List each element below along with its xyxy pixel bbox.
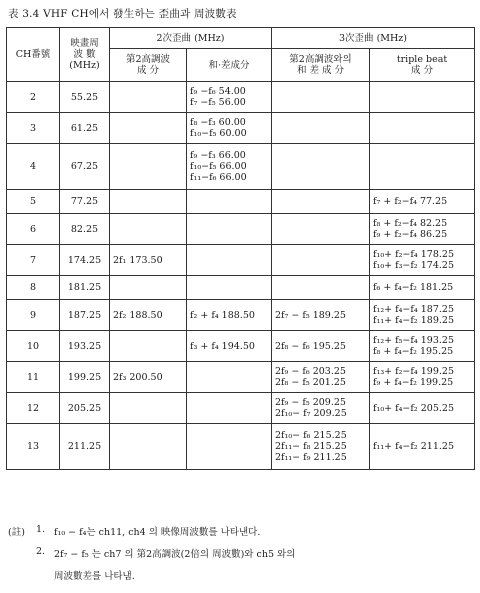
table-row xyxy=(7,190,475,214)
distortion-entry: f₈ −f₃ 60.00 xyxy=(190,117,246,128)
distortion-entry: f₇ + f₂−f₄ 77.25 xyxy=(373,196,448,207)
cell-sum-difference xyxy=(187,113,272,144)
cell-harmonic-sum-difference xyxy=(272,424,370,470)
footnote-number: 2. xyxy=(36,546,46,557)
table-row xyxy=(7,214,475,245)
distortion-entry: 2f₁₁− f₈ 215.25 xyxy=(275,441,347,452)
cell-channel: 6 xyxy=(7,214,60,245)
cell-video-frequency: 211.25 xyxy=(60,424,110,470)
cell-triple-beat xyxy=(370,144,475,190)
cell-second-harmonic xyxy=(110,144,187,190)
cell-video-frequency: 174.25 xyxy=(60,245,110,276)
distortion-entry: 2f₇ − f₅ 189.25 xyxy=(275,309,346,321)
footnote-text: 周波數差를 나타냄. xyxy=(54,571,135,582)
cell-channel: 7 xyxy=(7,245,60,276)
cell-sum-difference xyxy=(187,276,272,300)
cell-triple-beat xyxy=(370,362,475,393)
cell-channel: 11 xyxy=(7,362,60,393)
cell-harmonic-sum-difference xyxy=(272,362,370,393)
cell-video-frequency: 67.25 xyxy=(60,144,110,190)
distortion-entry: f₁₂+ f₄−f₄ 187.25 xyxy=(373,304,454,315)
distortion-entry: f₇ −f₅ 56.00 xyxy=(190,97,246,108)
cell-video-frequency: 77.25 xyxy=(60,190,110,214)
header-second-harmonic: 第2高調波 成 分 xyxy=(110,49,187,82)
cell-sum-difference xyxy=(187,82,272,113)
cell-video-frequency: 193.25 xyxy=(60,331,110,362)
cell-harmonic-sum-difference xyxy=(272,393,370,424)
distortion-entry: f₉ + f₄−f₂ 199.25 xyxy=(373,377,454,388)
distortion-entry: f₈ + f₄−f₂ 195.25 xyxy=(373,346,454,357)
distortion-entry: f₁₁+ f₄−f₂ 189.25 xyxy=(373,315,454,326)
header-triple-beat: triple beat 成 分 xyxy=(370,49,475,82)
header-row-1 xyxy=(7,28,475,49)
cell-sum-difference xyxy=(187,331,272,362)
table-row xyxy=(7,362,475,393)
distortion-entry: 2f₉ − f₅ 209.25 xyxy=(275,397,346,408)
cell-video-frequency: 181.25 xyxy=(60,276,110,300)
cell-triple-beat xyxy=(370,245,475,276)
cell-video-frequency: 55.25 xyxy=(60,82,110,113)
cell-channel: 13 xyxy=(7,424,60,470)
footnote-text: f₁₀ − f₄는 ch11, ch4 의 映像周波數를 나타낸다. xyxy=(54,527,261,538)
distortion-entry: f₁₀−f₅ 60.00 xyxy=(190,128,247,139)
cell-video-frequency: 205.25 xyxy=(60,393,110,424)
cell-harmonic-sum-difference xyxy=(272,82,370,113)
cell-channel: 8 xyxy=(7,276,60,300)
cell-triple-beat xyxy=(370,276,475,300)
table-title: 表 3.4 VHF CH에서 發生하는 歪曲과 周波數表 xyxy=(8,8,237,20)
distortion-entry: 2f₃ 200.50 xyxy=(113,371,163,383)
cell-harmonic-sum-difference xyxy=(272,144,370,190)
distortion-entry: f₁₃+ f₂−f₄ 199.25 xyxy=(373,366,454,377)
header-second-order-distortion: 2次歪曲 (MHz) xyxy=(110,28,272,49)
header-video-frequency: 映畫周 波 數 (MHz) xyxy=(60,28,110,82)
distortion-entry: 2f₈ − f₆ 195.25 xyxy=(275,340,346,352)
cell-triple-beat xyxy=(370,424,475,470)
distortion-entry: f₂ + f₄ 188.50 xyxy=(190,309,255,321)
footnote-text: 2f₇ − f₅ 는 ch7 의 第2高調波(2倍의 周波數)와 ch5 와의 xyxy=(54,549,296,560)
cell-sum-difference xyxy=(187,214,272,245)
header-sum-difference: 和·差成分 xyxy=(187,49,272,82)
distortion-entry: f₁₀+ f₃−f₂ 174.25 xyxy=(373,260,454,271)
cell-second-harmonic xyxy=(110,300,187,331)
distortion-entry: f₁₀−f₅ 66.00 xyxy=(190,161,247,172)
cell-second-harmonic xyxy=(110,424,187,470)
cell-channel: 3 xyxy=(7,113,60,144)
table-row xyxy=(7,331,475,362)
cell-triple-beat xyxy=(370,393,475,424)
distortion-entry: 2f₂ 188.50 xyxy=(113,309,163,321)
cell-channel: 2 xyxy=(7,82,60,113)
cell-channel: 12 xyxy=(7,393,60,424)
cell-sum-difference xyxy=(187,393,272,424)
header-harmonic-sum-difference: 第2高調波와의 和 差 成 分 xyxy=(272,49,370,82)
distortion-entry: f₃ + f₄ 194.50 xyxy=(190,340,255,352)
cell-sum-difference xyxy=(187,300,272,331)
distortion-entry: f₉ −f₃ 66.00 xyxy=(190,150,246,161)
cell-harmonic-sum-difference xyxy=(272,190,370,214)
header-third-order-distortion: 3次歪曲 (MHz) xyxy=(272,28,475,49)
cell-harmonic-sum-difference xyxy=(272,245,370,276)
table-row xyxy=(7,113,475,144)
cell-harmonic-sum-difference xyxy=(272,300,370,331)
cell-second-harmonic xyxy=(110,190,187,214)
distortion-entry: 2f₁ 173.50 xyxy=(113,254,163,266)
distortion-entry: 2f₁₁− f₉ 211.25 xyxy=(275,452,347,463)
distortion-entry: f₁₂+ f₅−f₄ 193.25 xyxy=(373,335,454,346)
cell-channel: 9 xyxy=(7,300,60,331)
table-row xyxy=(7,144,475,190)
cell-harmonic-sum-difference xyxy=(272,276,370,300)
distortion-entry: f₉ −f₆ 54.00 xyxy=(190,86,246,97)
cell-triple-beat xyxy=(370,331,475,362)
footnote-label: (註) xyxy=(8,527,25,538)
cell-second-harmonic xyxy=(110,113,187,144)
distortion-entry: 2f₁₀− f₆ 215.25 xyxy=(275,430,347,441)
distortion-entry: 2f₈ − f₅ 201.25 xyxy=(275,377,346,388)
distortion-entry: f₁₁+ f₄−f₂ 211.25 xyxy=(373,441,454,452)
cell-second-harmonic xyxy=(110,214,187,245)
cell-harmonic-sum-difference xyxy=(272,331,370,362)
cell-channel: 4 xyxy=(7,144,60,190)
cell-second-harmonic xyxy=(110,362,187,393)
footnote-number: 1. xyxy=(36,524,46,535)
cell-second-harmonic xyxy=(110,331,187,362)
cell-triple-beat xyxy=(370,82,475,113)
distortion-entry: f₈ + f₂−f₄ 82.25 xyxy=(373,218,448,229)
cell-channel: 5 xyxy=(7,190,60,214)
distortion-entry: f₆ + f₄−f₂ 181.25 xyxy=(373,282,454,293)
cell-video-frequency: 199.25 xyxy=(60,362,110,393)
cell-second-harmonic xyxy=(110,245,187,276)
cell-harmonic-sum-difference xyxy=(272,113,370,144)
cell-triple-beat xyxy=(370,214,475,245)
cell-second-harmonic xyxy=(110,393,187,424)
table-row xyxy=(7,276,475,300)
distortion-entry: 2f₁₀− f₇ 209.25 xyxy=(275,408,347,419)
table-row xyxy=(7,424,475,470)
distortion-frequency-table xyxy=(6,27,475,470)
cell-harmonic-sum-difference xyxy=(272,214,370,245)
distortion-entry: f₁₀+ f₂−f₄ 178.25 xyxy=(373,249,454,260)
table-row xyxy=(7,393,475,424)
cell-second-harmonic xyxy=(110,276,187,300)
cell-video-frequency: 82.25 xyxy=(60,214,110,245)
table-row xyxy=(7,245,475,276)
distortion-entry: f₉ + f₂−f₄ 86.25 xyxy=(373,229,448,240)
cell-second-harmonic xyxy=(110,82,187,113)
cell-video-frequency: 61.25 xyxy=(60,113,110,144)
table-row xyxy=(7,300,475,331)
cell-video-frequency: 187.25 xyxy=(60,300,110,331)
cell-sum-difference xyxy=(187,245,272,276)
cell-sum-difference xyxy=(187,424,272,470)
cell-triple-beat xyxy=(370,300,475,331)
distortion-entry: 2f₉ − f₆ 203.25 xyxy=(275,366,346,377)
table-row xyxy=(7,82,475,113)
header-ch: CH番號 xyxy=(7,28,60,82)
distortion-entry: f₁₀+ f₄−f₂ 205.25 xyxy=(373,402,454,414)
cell-channel: 10 xyxy=(7,331,60,362)
cell-triple-beat xyxy=(370,113,475,144)
cell-sum-difference xyxy=(187,362,272,393)
cell-sum-difference xyxy=(187,144,272,190)
distortion-entry: f₁₁−f₆ 66.00 xyxy=(190,172,247,183)
cell-sum-difference xyxy=(187,190,272,214)
cell-triple-beat xyxy=(370,190,475,214)
